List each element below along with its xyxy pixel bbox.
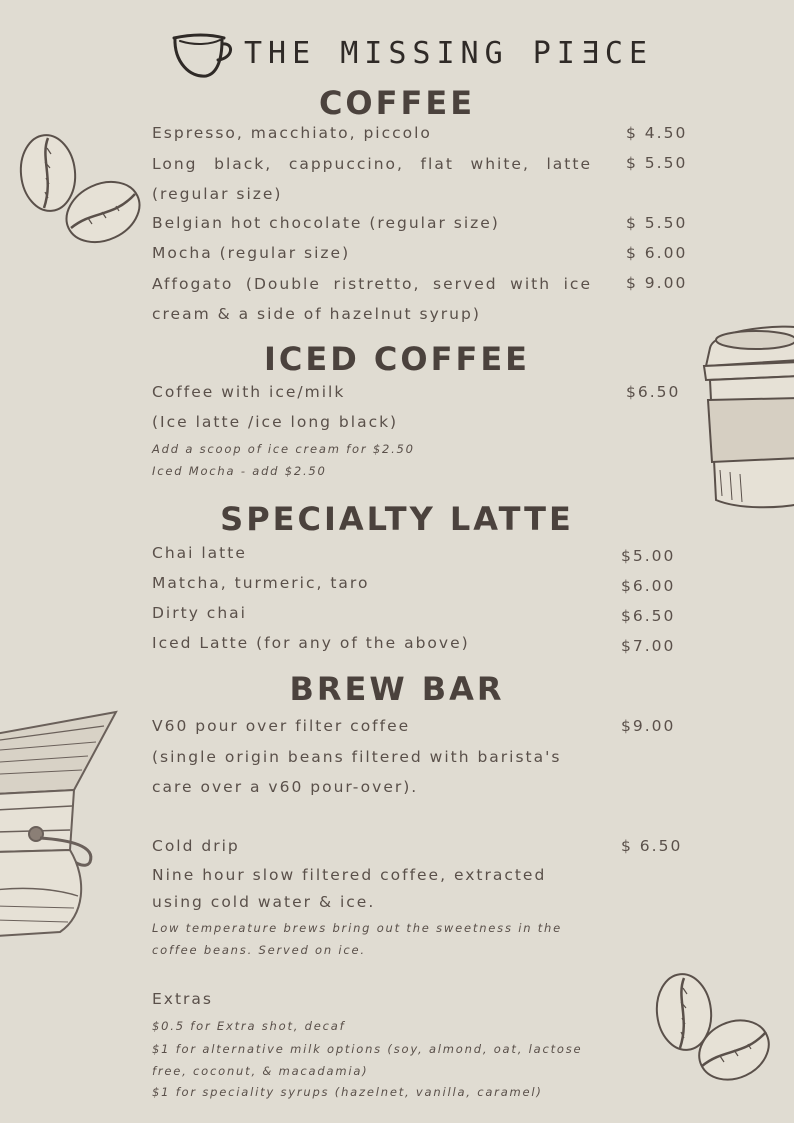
menu-price: $ 5.50 — [626, 214, 688, 232]
menu-price: $ 6.50 — [621, 837, 683, 855]
section-heading-specialty-latte: SPECIALTY LATTE — [220, 500, 574, 538]
menu-note: Iced Mocha - add $2.50 — [152, 464, 327, 478]
coffee-beans-icon — [18, 128, 142, 250]
menu-note: Low temperature brews bring out the sweetness in the coffee beans. Served on ice. — [152, 921, 563, 957]
menu-note: Add a scoop of ice cream for $2.50 — [152, 442, 415, 456]
menu-item: Cold drip — [152, 837, 240, 855]
section-heading-brew-bar: BREW BAR — [289, 670, 505, 708]
brand-name: THE MISSING PIƎCE — [244, 36, 654, 71]
menu-item: Espresso, macchiato, piccolo — [152, 124, 432, 142]
menu-item: Iced Latte (for any of the above) — [152, 634, 470, 652]
menu-price: $5.00 — [621, 547, 676, 565]
menu-item: V60 pour over filter coffee — [152, 717, 411, 735]
section-heading-iced-coffee: ICED COFFEE — [263, 340, 531, 378]
menu-item: Matcha, turmeric, taro — [152, 574, 370, 592]
menu-price: $7.00 — [621, 637, 676, 655]
menu-price: $6.00 — [621, 577, 676, 595]
menu-price: $6.50 — [621, 607, 676, 625]
chemex-pour-over-icon — [0, 710, 120, 940]
menu-price: $ 9.00 — [626, 274, 688, 292]
coffee-beans-icon — [654, 970, 774, 1086]
menu-item: Mocha (regular size) — [152, 244, 351, 262]
extras-line: $1 for alternative milk options (soy, almond, oat, lactose free, coconut, & macadamia) — [152, 1042, 583, 1078]
menu-item: Coffee with ice/milk — [152, 383, 346, 401]
menu-item-description: Nine hour slow filtered coffee, extracted using cold water & ice. — [152, 866, 547, 911]
menu-price: $ 5.50 — [626, 154, 688, 172]
section-heading-coffee: COFFEE — [318, 84, 476, 122]
menu-item: Chai latte — [152, 544, 247, 562]
extras-line: $0.5 for Extra shot, decaf — [152, 1019, 346, 1033]
menu-item-description: (Ice latte /ice long black) — [152, 413, 399, 431]
menu-item: Affogato (Double ristretto, served with ice cream & a side of hazelnut syrup) — [152, 275, 592, 323]
menu-price: $ 4.50 — [626, 124, 688, 142]
menu-item-description: (single origin beans filtered with barista's care over a v60 pour-over). — [152, 748, 562, 796]
menu-price: $ 6.00 — [626, 244, 688, 262]
menu-price: $6.50 — [626, 383, 681, 401]
menu-item: Belgian hot chocolate (regular size) — [152, 214, 500, 232]
menu-price: $9.00 — [621, 717, 676, 735]
extras-line: $1 for speciality syrups (hazelnet, vanilla, caramel) — [152, 1085, 543, 1099]
extras-heading: Extras — [152, 990, 213, 1008]
menu-item: Dirty chai — [152, 604, 247, 622]
coffee-cup-logo-icon — [172, 32, 234, 80]
menu-item: Long black, cappuccino, flat white, latte (regular size) — [152, 155, 592, 203]
